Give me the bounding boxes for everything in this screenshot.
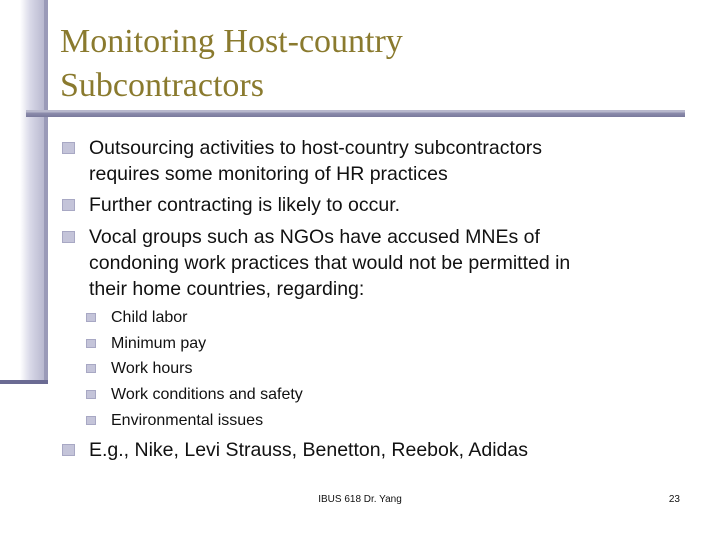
bullet-text: Vocal groups such as NGOs have accused MNEs of condoning work practices that would not be permitted in their home countries, regarding: <box>89 226 571 300</box>
sub-bullet-text: Environmental issues <box>111 412 264 429</box>
square-bullet-icon <box>86 390 96 399</box>
title-divider <box>26 110 685 117</box>
sub-bullet-text: Work hours <box>111 360 193 377</box>
bullet-text: E.g., Nike, Levi Strauss, Benetton, Reebok, Adidas <box>89 439 528 461</box>
left-accent-bar <box>0 0 46 384</box>
bullet-text: Outsourcing activities to host-country subcontractors requires some monitoring of HR practices <box>89 137 543 185</box>
slide-title <box>60 20 680 108</box>
slide-footer: IBUS 618 Dr. Yang <box>318 494 402 505</box>
slide-title-line: Monitoring Host-country <box>60 23 403 60</box>
square-bullet-icon <box>86 416 96 425</box>
square-bullet-icon <box>86 339 96 348</box>
sub-bullet-text: Minimum pay <box>111 335 207 352</box>
sub-bullet-text: Work conditions and safety <box>111 386 303 403</box>
square-bullet-icon <box>86 364 96 373</box>
square-bullet-icon <box>86 313 96 322</box>
square-bullet-icon <box>62 444 75 456</box>
square-bullet-icon <box>62 231 75 243</box>
square-bullet-icon <box>62 142 75 154</box>
page-number: 23 <box>668 494 680 505</box>
square-bullet-icon <box>62 199 75 211</box>
bullet-text: Further contracting is likely to occur. <box>89 194 401 216</box>
slide-title-line: Subcontractors <box>60 67 264 104</box>
sub-bullet-text: Child labor <box>111 309 188 326</box>
